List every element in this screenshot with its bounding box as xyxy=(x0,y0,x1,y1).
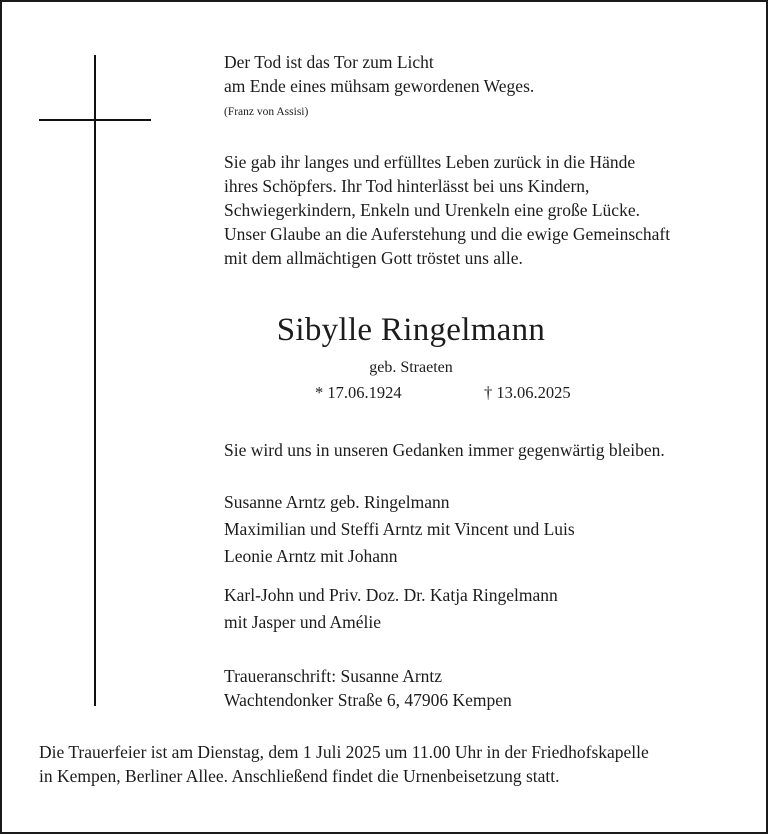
quote-line: am Ende eines mühsam gewordenen Weges. xyxy=(224,76,535,96)
funeral-info-line: Die Trauerfeier ist am Dienstag, dem 1 Juli 2025 um 11.00 Uhr in der Friedhofskapelle xyxy=(39,742,649,762)
birth-date: * 17.06.1924 xyxy=(315,383,402,402)
cross-icon-horizontal xyxy=(39,119,151,121)
funeral-info-line: in Kempen, Berliner Allee. Anschließend findet die Urnenbeisetzung statt. xyxy=(39,766,560,786)
intro-line: ihres Schöpfers. Ihr Tod hinterlässt bei uns Kindern, xyxy=(224,176,590,196)
intro-line: Schwiegerkindern, Enkeln und Urenkeln eine große Lücke. xyxy=(224,200,640,220)
remembrance-text: Sie wird uns in unseren Gedanken immer gegenwärtig bleiben. xyxy=(224,440,665,460)
address-line: Wachtendonker Straße 6, 47906 Kempen xyxy=(224,690,512,710)
deceased-name: Sibylle Ringelmann xyxy=(276,312,546,348)
intro-line: mit dem allmächtigen Gott tröstet uns alle. xyxy=(224,248,523,268)
cross-icon-vertical xyxy=(94,55,96,706)
intro-line: Unser Glaube an die Auferstehung und die ewige Gemeinschaft xyxy=(224,224,671,244)
mourner-line: Maximilian und Steffi Arntz mit Vincent und Luis xyxy=(224,519,575,539)
mourner-line: Karl-John und Priv. Doz. Dr. Katja Ringelmann xyxy=(224,585,558,605)
mourner-line: Susanne Arntz geb. Ringelmann xyxy=(224,492,450,512)
maiden-name: geb. Straeten xyxy=(369,359,453,376)
quote-source: (Franz von Assisi) xyxy=(224,106,309,118)
quote-line: Der Tod ist das Tor zum Licht xyxy=(224,52,434,72)
mourner-line: mit Jasper und Amélie xyxy=(224,612,381,632)
mourner-line: Leonie Arntz mit Johann xyxy=(224,546,398,566)
death-date: † 13.06.2025 xyxy=(484,383,571,402)
address-line: Traueranschrift: Susanne Arntz xyxy=(224,666,443,686)
intro-line: Sie gab ihr langes und erfülltes Leben zurück in die Hände xyxy=(224,152,636,172)
